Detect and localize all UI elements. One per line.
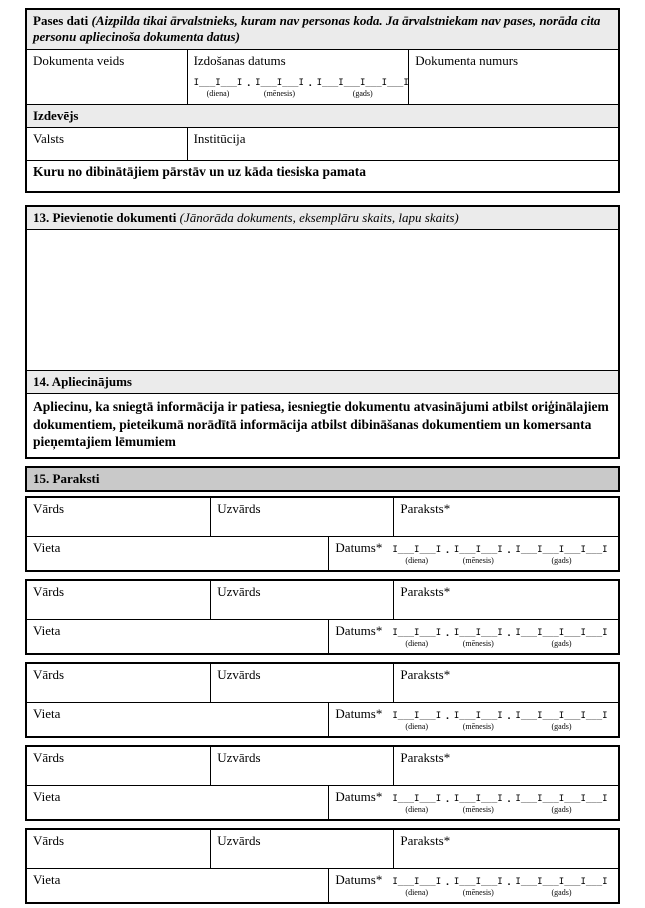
year-group [515,546,607,565]
year-label: (gads) [551,888,572,898]
paraksts-cell [393,581,618,619]
signature-blocks [25,496,620,904]
year-label: (gads) [551,639,572,649]
uzvards-cell [210,747,393,785]
datums-label: Datums* [335,789,383,805]
issuer-row [27,128,618,160]
datums-date-field [392,789,607,814]
datums-date-field [392,872,607,897]
vieta-cell [27,786,328,819]
spacer [25,655,620,662]
dokumenta-numurs-label: Dokumenta numurs [415,52,519,68]
month-boxes: I___I___I [453,545,503,556]
date-field [392,710,607,731]
day-label: (diena) [405,556,429,566]
day-group [392,712,441,731]
pases-dati-note: (Aizpilda tikai ārvalstnieks, kuram nav personas koda. Ja ārvalstniekam nav pases, norāda cita personu apliecinoša dokumenta datus) [33,13,601,45]
date-separator-icon: . [507,876,511,889]
signature-block [25,745,620,821]
spacer [25,193,620,205]
date-separator-icon: . [507,544,511,557]
day-label: (diena) [405,805,429,815]
day-group [392,546,441,565]
vards-label: Vārds [33,584,65,600]
paraksts-cell [393,747,618,785]
section13-note: (Jānorāda dokuments, eksemplāru skaits, lapu skaits) [179,209,459,225]
paraksts-cell [393,498,618,536]
vards-cell [27,747,210,785]
date-separator-icon: . [507,793,511,806]
signature-place-row [27,785,618,819]
year-label: (gads) [352,89,373,99]
year-boxes: I___I___I___I___I [515,711,608,722]
signature-name-row [27,747,618,785]
vards-label: Vārds [33,750,65,766]
signature-place-row [27,536,618,570]
uzvards-label: Uzvārds [217,584,261,600]
signature-block [25,579,620,655]
signature-place-row [27,619,618,653]
year-group [515,629,607,648]
date-separator-icon: . [308,77,312,90]
vards-cell [27,830,210,868]
valsts-label: Valsts [33,130,65,146]
datums-cell [328,537,618,570]
date-separator-icon: . [446,627,449,640]
vieta-label: Vieta [33,623,61,639]
uzvards-label: Uzvārds [217,501,261,517]
month-group [454,795,503,814]
month-group [454,878,503,897]
valsts-cell [27,128,187,160]
signature-name-row [27,581,618,619]
uzvards-cell [210,830,393,868]
date-separator-icon: . [507,710,511,723]
spacer [25,738,620,745]
date-field [392,793,607,814]
datums-cell [328,620,618,653]
parstav-row [27,160,618,191]
year-boxes: I___I___I___I___I [515,794,608,805]
signature-name-row [27,664,618,702]
year-group [515,712,607,731]
datums-date-field [392,706,607,731]
day-label: (diena) [405,888,429,898]
signature-block [25,662,620,738]
day-group [194,79,243,98]
day-group [392,795,441,814]
vards-cell [27,664,210,702]
month-label: (mēnesis) [462,888,494,898]
section15-title: 15. Paraksti [33,470,100,486]
paraksti-header [25,466,620,492]
date-separator-icon: . [446,710,449,723]
year-boxes: I___I___I___I___I [515,877,608,888]
month-boxes: I___I___I [453,628,503,639]
datums-date-field [392,623,607,648]
year-label: (gads) [551,722,572,732]
vieta-cell [27,869,328,902]
spacer [25,821,620,828]
day-boxes: I___I___I [392,545,442,556]
vieta-cell [27,620,328,653]
paraksts-label: Paraksts* [400,584,451,600]
vards-cell [27,498,210,536]
izdevejs-header [27,104,618,128]
date-field [194,77,409,98]
year-boxes: I___I___I___I___I [515,545,608,556]
datums-date-field [392,540,607,565]
institucija-label: Institūcija [193,130,246,146]
year-label: (gads) [551,556,572,566]
datums-cell [328,869,618,902]
month-group [454,546,503,565]
year-group [317,79,409,98]
section13-header [27,207,618,230]
signature-name-row [27,498,618,536]
uzvards-cell [210,664,393,702]
datums-label: Datums* [335,540,383,556]
pases-dati-header [27,10,618,50]
day-group [392,629,441,648]
institucija-cell [187,128,618,160]
date-separator-icon: . [507,627,511,640]
spacer [25,459,620,466]
spacer [25,572,620,579]
section14-header [27,370,618,394]
month-label: (mēnesis) [462,556,494,566]
year-group [515,795,607,814]
signature-place-row [27,702,618,736]
month-label: (mēnesis) [462,805,494,815]
day-boxes: I___I___I [392,877,442,888]
vieta-cell [27,537,328,570]
dokumenta-veids-label: Dokumenta veids [33,52,125,68]
date-separator-icon: . [247,77,251,90]
month-label: (mēnesis) [462,722,494,732]
month-boxes: I___I___I [453,877,503,888]
datums-label: Datums* [335,872,383,888]
date-field [392,544,607,565]
day-boxes: I___I___I [392,794,442,805]
uzvards-cell [210,498,393,536]
month-group [454,629,503,648]
izdosanas-datums-label: Izdošanas datums [193,52,286,68]
datums-cell [328,786,618,819]
vards-label: Vārds [33,501,65,517]
dokumenta-numurs-cell [408,50,618,104]
day-boxes: I___I___I [392,711,442,722]
year-boxes: I___I___I___I___I [515,628,608,639]
date-field [392,876,607,897]
day-boxes: I___I___I [392,628,442,639]
paraksts-cell [393,664,618,702]
apliecinajums-text: Apliecinu, ka sniegtā informācija ir patiesa, iesniegtie dokumentu atvasinājumi atbilst oriģinālajiem dokumentiem, pieteikumā norādītā informācija atbilst dibināšanas dokumentiem un komersanta pieņemtajiem lēmumiem [33,399,609,450]
datums-label: Datums* [335,706,383,722]
year-label: (gads) [551,805,572,815]
izdevejs-title: Izdevējs [33,107,79,123]
vieta-cell [27,703,328,736]
signature-block [25,828,620,904]
documents-entry-area [27,230,618,370]
date-separator-icon: . [446,544,449,557]
year-boxes: I___I___I___I___I [316,78,409,89]
date-field [392,627,607,648]
day-label: (diena) [405,722,429,732]
paraksts-label: Paraksts* [400,501,451,517]
vards-label: Vārds [33,833,65,849]
month-boxes: I___I___I [453,711,503,722]
uzvards-cell [210,581,393,619]
section13-title: 13. Pievienotie dokumenti [33,209,177,225]
month-label: (mēnesis) [263,89,296,99]
vieta-label: Vieta [33,706,61,722]
paraksts-label: Paraksts* [400,833,451,849]
izdosanas-datums-cell [187,50,409,104]
day-label: (diena) [206,89,230,99]
signature-place-row [27,868,618,902]
document-info-row [27,50,618,104]
vards-label: Vārds [33,667,65,683]
date-separator-icon: . [446,876,449,889]
day-boxes: I___I___I [193,78,243,89]
dokumenta-veids-cell [27,50,187,104]
day-label: (diena) [405,639,429,649]
uzvards-label: Uzvārds [217,667,261,683]
year-group [515,878,607,897]
signature-block [25,496,620,572]
vards-cell [27,581,210,619]
month-label: (mēnesis) [462,639,494,649]
paraksts-label: Paraksts* [400,750,451,766]
vieta-label: Vieta [33,540,61,556]
uzvards-label: Uzvārds [217,750,261,766]
datums-cell [328,703,618,736]
month-group [255,79,304,98]
paraksts-cell [393,830,618,868]
vieta-label: Vieta [33,872,61,888]
section14-title: 14. Apliecinājums [33,374,132,389]
parstav-label: Kuru no dibinātājiem pārstāv un uz kāda tiesiska pamata [33,163,367,179]
date-separator-icon: . [446,793,449,806]
izdosanas-datums-date-field [193,73,409,99]
paraksts-label: Paraksts* [400,667,451,683]
uzvards-label: Uzvārds [217,833,261,849]
month-boxes: I___I___I [453,794,503,805]
datums-label: Datums* [335,623,383,639]
pievienotie-dokumenti-section [25,205,620,459]
pases-dati-section [25,8,620,193]
vieta-label: Vieta [33,789,61,805]
signature-name-row [27,830,618,868]
pases-dati-title: Pases dati [33,13,89,28]
day-group [392,878,441,897]
month-group [454,712,503,731]
month-boxes: I___I___I [255,78,304,89]
